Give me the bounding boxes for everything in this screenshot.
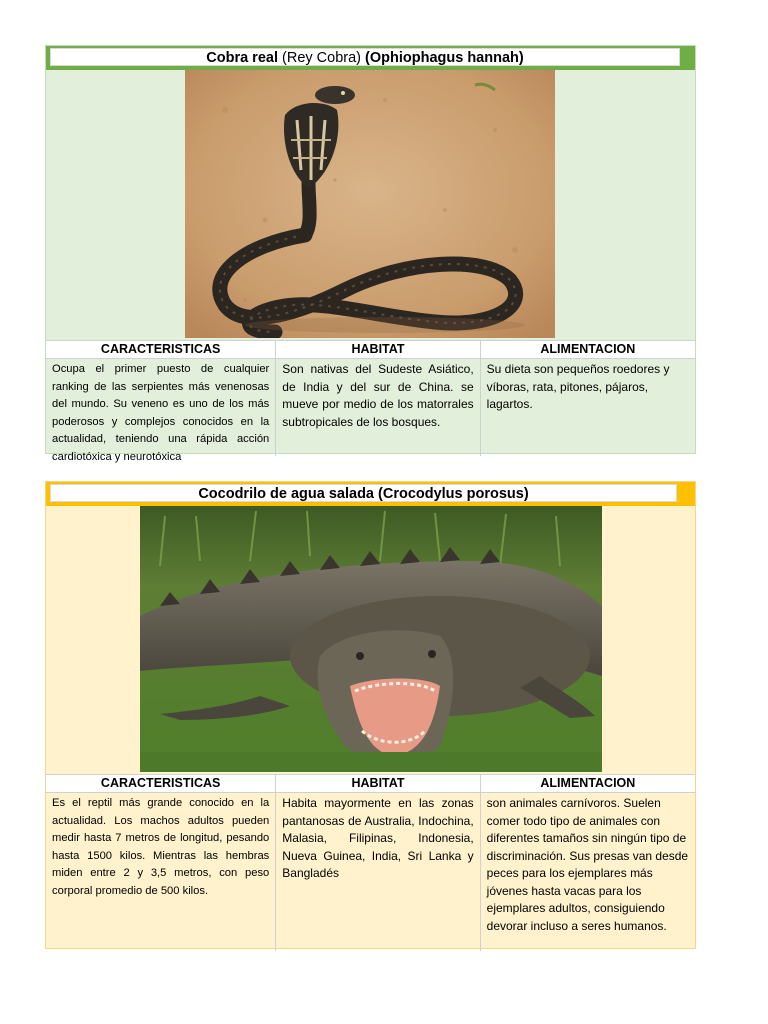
- crocodile-title-text: Cocodrilo de agua salada (Crocodylus porosus): [198, 486, 529, 502]
- cobra-header-row: [46, 340, 695, 359]
- crocodile-title-bar: [46, 482, 695, 506]
- header-alimentacion: ALIMENTACION: [540, 342, 636, 356]
- cobra-title: [50, 48, 680, 66]
- header-caracteristicas: CARACTERISTICAS: [46, 341, 276, 358]
- cobra-title-bar: [46, 46, 695, 70]
- cobra-habitat-text: Son nativas del Sudeste Asiático, de India y del sur de China. se mueve por medio de los matorrales subtropicales de los bosques.: [276, 359, 480, 456]
- header-habitat: HABITAT: [276, 341, 480, 358]
- cobra-caracteristicas-text: Ocupa el primer puesto de cualquier ranking de las serpientes más venenosas del mundo. Su veneno es uno de los más poderosos y complejos conocidos en la actualidad, teniendo una rápida acción cardiotóxica y neurotóxica: [46, 359, 276, 456]
- cobra-alimentacion-text: Su dieta son pequeños roedores y víboras, rata, pitones, pájaros, lagartos.: [486, 362, 670, 411]
- cobra-title-common: Cobra real: [206, 50, 278, 66]
- king-cobra-photo: [185, 70, 555, 338]
- header-alimentacion: ALIMENTACION: [540, 776, 636, 790]
- crocodile-header-row: [46, 774, 695, 793]
- crocodile-card: [45, 481, 696, 949]
- crocodile-body-row: [46, 793, 695, 951]
- saltwater-crocodile-photo: [140, 506, 602, 772]
- header-habitat: HABITAT: [276, 775, 480, 792]
- cobra-card: [45, 45, 696, 463]
- cobra-title-alt: (Rey Cobra): [278, 50, 366, 66]
- crocodile-caracteristicas-text: Es el reptil más grande conocido en la actualidad. Los machos adultos pueden medir hasta 7 metros de longitud, pesando hasta 1500 kilos. Mientras las hembras miden entre 2 y 3,5 metros, con peso corporal promedio de 500 kilos.: [46, 793, 276, 951]
- crocodile-alimentacion-text: son animales carnívoros. Suelen comer todo tipo de animales con diferentes tamaños sin ningún tipo de discriminación. Sus presas van desde peces para los ejemplares más jóvenes hasta vacas para los ejemplares adultos, consiguiendo devorar incluso a seres humanos.: [486, 796, 689, 933]
- cobra-info-table: [46, 340, 695, 463]
- cobra-title-scientific: (Ophiophagus hannah): [365, 50, 524, 66]
- crocodile-habitat-text: Habita mayormente en las zonas pantanosas de Australia, Indochina, Malasia, Filipinas, Indonesia, Nueva Guinea, India, Sri Lanka y Bangladés: [276, 793, 480, 951]
- cobra-body-row: [46, 359, 695, 463]
- crocodile-title: [50, 484, 677, 502]
- crocodile-info-table: [46, 774, 695, 951]
- header-caracteristicas: CARACTERISTICAS: [46, 775, 276, 792]
